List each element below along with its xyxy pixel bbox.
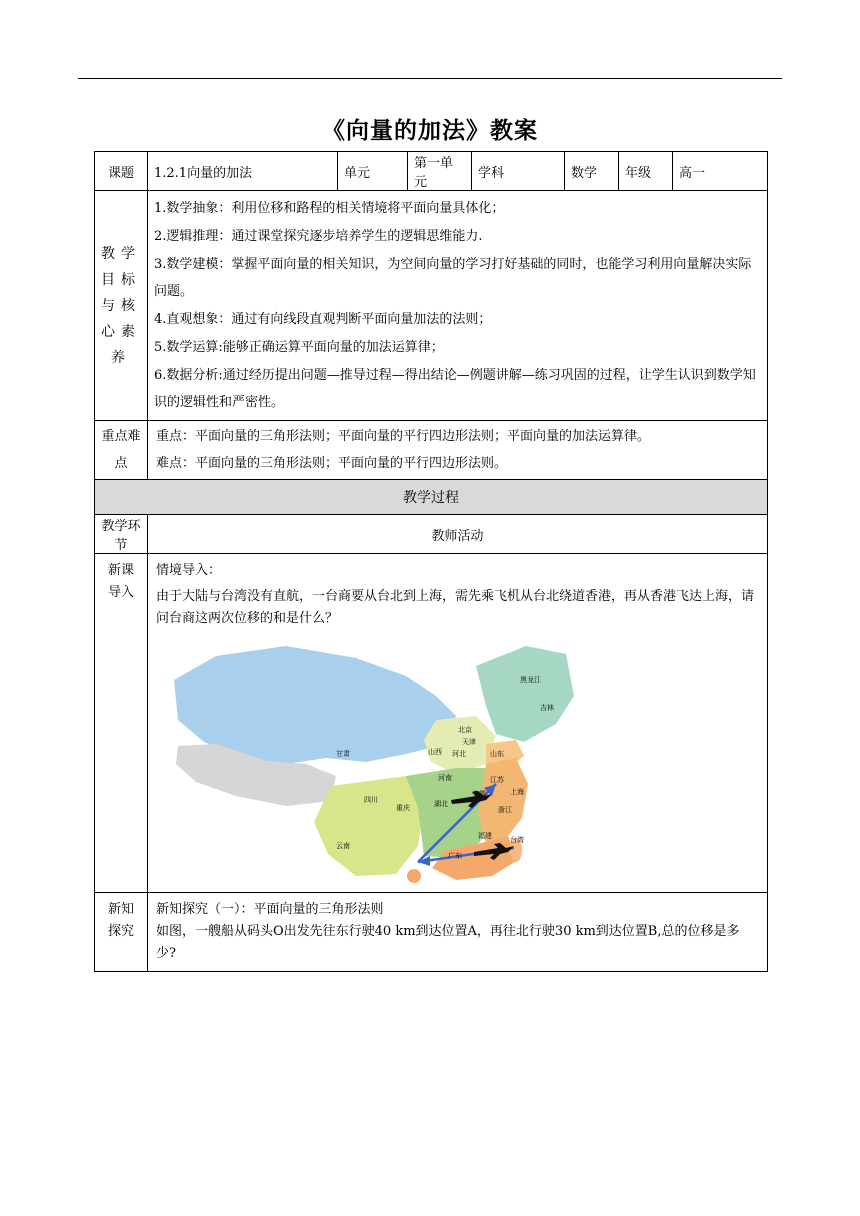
goal-item: 3.数学建模：掌握平面向量的相关知识，为空间向量的学习打好基础的同时，也能学习利用向量解决实际问题。 — [154, 257, 752, 299]
goals-label: 教学目标与核心素养 — [95, 191, 148, 421]
explore-stage: 新知探究 — [95, 893, 148, 972]
goals-row — [95, 191, 768, 421]
intro-stage: 新课导入 — [95, 554, 148, 893]
map-label: 北京 — [458, 726, 472, 734]
header-rule — [78, 78, 782, 79]
course-value: 1.2.1向量的加法 — [148, 152, 338, 191]
map-label: 河北 — [452, 750, 466, 758]
map-label: 云南 — [336, 842, 350, 850]
goal-item: 5.数学运算:能够正确运算平面向量的加法运算律； — [154, 340, 444, 355]
subject-value: 数学 — [565, 152, 619, 191]
unit-label: 单元 — [338, 152, 408, 191]
explore-content — [148, 893, 768, 972]
map-label: 上海 — [510, 788, 524, 796]
goal-item: 6.数据分析:通过经历提出问题—推导过程—得出结论—例题讲解—练习巩固的过程，让学生认识到数学知识的逻辑性和严密性。 — [154, 368, 756, 410]
map-label: 天津 — [462, 738, 476, 746]
document-title: 《向量的加法》教案 — [322, 118, 538, 144]
map-region-north — [424, 716, 496, 774]
explore-heading: 新知探究（一）：平面向量的三角形法则 — [156, 902, 384, 917]
grade-value: 高一 — [673, 152, 768, 191]
subject-label: 学科 — [472, 152, 565, 191]
goal-item: 4.直观想象：通过有向线段直观判断平面向量加法的法则； — [154, 312, 492, 327]
stage-column-header: 教学环节 — [95, 515, 148, 554]
map-label: 四川 — [364, 796, 378, 804]
map-label: 山西 — [428, 748, 442, 756]
explore-row — [95, 893, 768, 972]
china-map — [156, 636, 576, 886]
difficult-point: 难点：平面向量的三角形法则；平面向量的平行四边形法则。 — [156, 456, 508, 471]
intro-row — [95, 554, 768, 893]
intro-heading: 情境导入： — [156, 563, 222, 578]
map-label: 浙江 — [498, 806, 512, 814]
china-map-image — [156, 636, 576, 886]
key-points-content — [148, 421, 768, 480]
map-label: 山东 — [490, 750, 504, 758]
activity-column-header: 教师活动 — [148, 515, 768, 554]
map-region-northeast — [476, 646, 574, 742]
explore-text: 如图，一艘船从码头O出发先往东行驶40 km到达位置A，再往北行驶30 km到达位置B,总的位移是多少? — [156, 924, 740, 961]
process-header-row — [95, 515, 768, 554]
important-point: 重点：平面向量的三角形法则；平面向量的平行四边形法则；平面向量的加法运算律。 — [156, 429, 651, 444]
map-region-hainan — [407, 869, 421, 883]
map-label: 重庆 — [396, 804, 410, 812]
map-label: 吉林 — [540, 704, 554, 712]
map-label: 广东 — [448, 852, 462, 860]
goal-item: 1.数学抽象：利用位移和路程的相关情境将平面向量具体化； — [154, 201, 505, 216]
intro-content — [148, 554, 768, 893]
process-title: 教学过程 — [95, 480, 768, 515]
map-label: 台湾 — [510, 836, 524, 844]
map-label: 湖北 — [434, 800, 448, 808]
goal-item: 2.逻辑推理：通过课堂探究逐步培养学生的逻辑思维能力. — [154, 229, 483, 244]
map-label: 江苏 — [490, 776, 504, 784]
goals-list — [148, 191, 768, 421]
map-label: 河南 — [438, 774, 452, 782]
process-title-row — [95, 480, 768, 515]
map-label: 安徽 — [472, 790, 486, 798]
key-points-row — [95, 421, 768, 480]
key-points-label: 重点难点 — [95, 421, 148, 480]
map-region-southwest — [314, 776, 424, 876]
map-label: 黑龙江 — [520, 676, 541, 684]
intro-text: 由于大陆与台湾没有直航，一台商要从台北到上海，需先乘飞机从台北绕道香港，再从香港飞达上海，请问台商这两次位移的和是什么？ — [156, 589, 755, 626]
map-label: 甘肃 — [336, 750, 350, 758]
unit-value: 第一单元 — [408, 152, 472, 191]
lesson-plan-table — [94, 151, 768, 972]
header-row — [95, 152, 768, 191]
map-label: 福建 — [478, 832, 492, 840]
grade-label: 年级 — [619, 152, 673, 191]
course-label: 课题 — [95, 152, 148, 191]
